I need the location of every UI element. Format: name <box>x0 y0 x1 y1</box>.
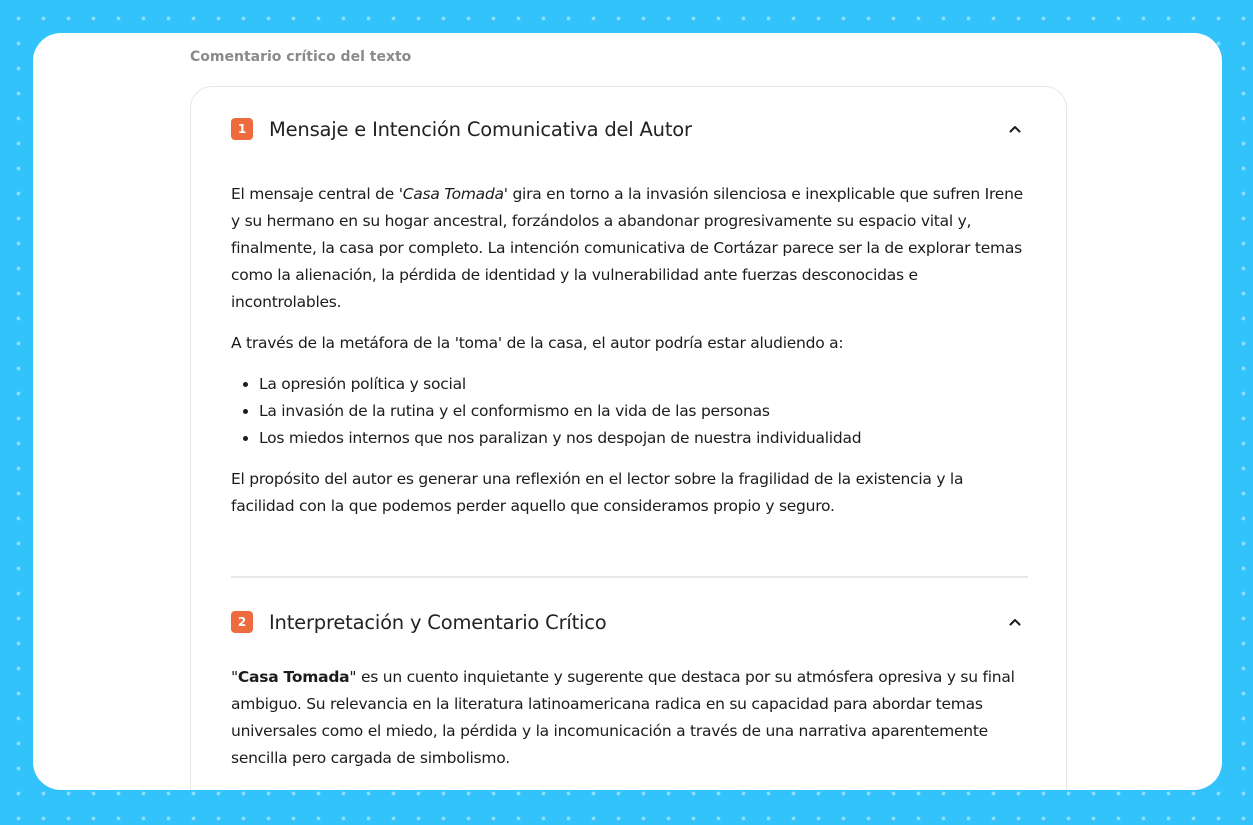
list-item: • La invasión de la rutina y el conformismo en la vida de las personas <box>259 398 1028 425</box>
paragraph: El mensaje central de 'Casa Tomada' gira en torno a la invasión silenciosa e inexplicable que sufren Irene y su hermano en su hogar ancestral, forzándolos a abandonar progresivamente su espacio vital y, finalmente, la casa por completo. La intención comunicativa de Cortázar parece ser la de explorar temas como la alienación, la pérdida de identidad y la vulnerabilidad ante fuerzas desconocidas e incontrolables. <box>231 185 1023 311</box>
section-title: Interpretación y Comentario Crítico <box>269 610 607 634</box>
section-header[interactable] <box>231 580 1028 664</box>
comment-card <box>190 86 1067 790</box>
list-item: • Los miedos internos que nos paralizan y nos despojan de nuestra individualidad <box>259 425 1028 452</box>
bullet-list <box>231 371 1028 452</box>
section-number-badge: 2 <box>231 611 253 633</box>
paragraph: "Casa Tomada" es un cuento inquietante y sugerente que destaca por su atmósfera opresiva y su final ambiguo. Su relevancia en la literatura latinoamericana radica en su capacidad para abordar temas universales como el miedo, la pérdida y la incomunicación a través de una narrativa aparentemente sencilla pero cargada de simbolismo. <box>231 668 1015 767</box>
work-title-bold: Casa Tomada <box>237 668 350 686</box>
section-interpretacion <box>231 580 1028 786</box>
section-title: Mensaje e Intención Comunicativa del Autor <box>269 117 692 141</box>
section-body <box>231 664 1028 772</box>
section-number-badge: 1 <box>231 118 253 140</box>
section-header[interactable] <box>231 87 1028 171</box>
section-mensaje <box>231 87 1028 534</box>
paragraph: El propósito del autor es generar una reflexión en el lector sobre la fragilidad de la existencia y la facilidad con la que podemos perder aquello que consideramos propio y seguro. <box>231 470 964 515</box>
chevron-up-icon[interactable] <box>1008 615 1022 629</box>
paragraph: A través de la metáfora de la 'toma' de la casa, el autor podría estar aludiendo a: <box>231 334 844 352</box>
section-divider <box>231 576 1028 578</box>
work-title-italic: 'Casa Tomada' <box>398 185 508 203</box>
app-frame <box>33 33 1222 790</box>
page-title: Comentario crítico del texto <box>190 49 412 65</box>
chevron-up-icon[interactable] <box>1008 122 1022 136</box>
section-body <box>231 171 1028 520</box>
list-item: • La opresión política y social <box>259 371 1028 398</box>
